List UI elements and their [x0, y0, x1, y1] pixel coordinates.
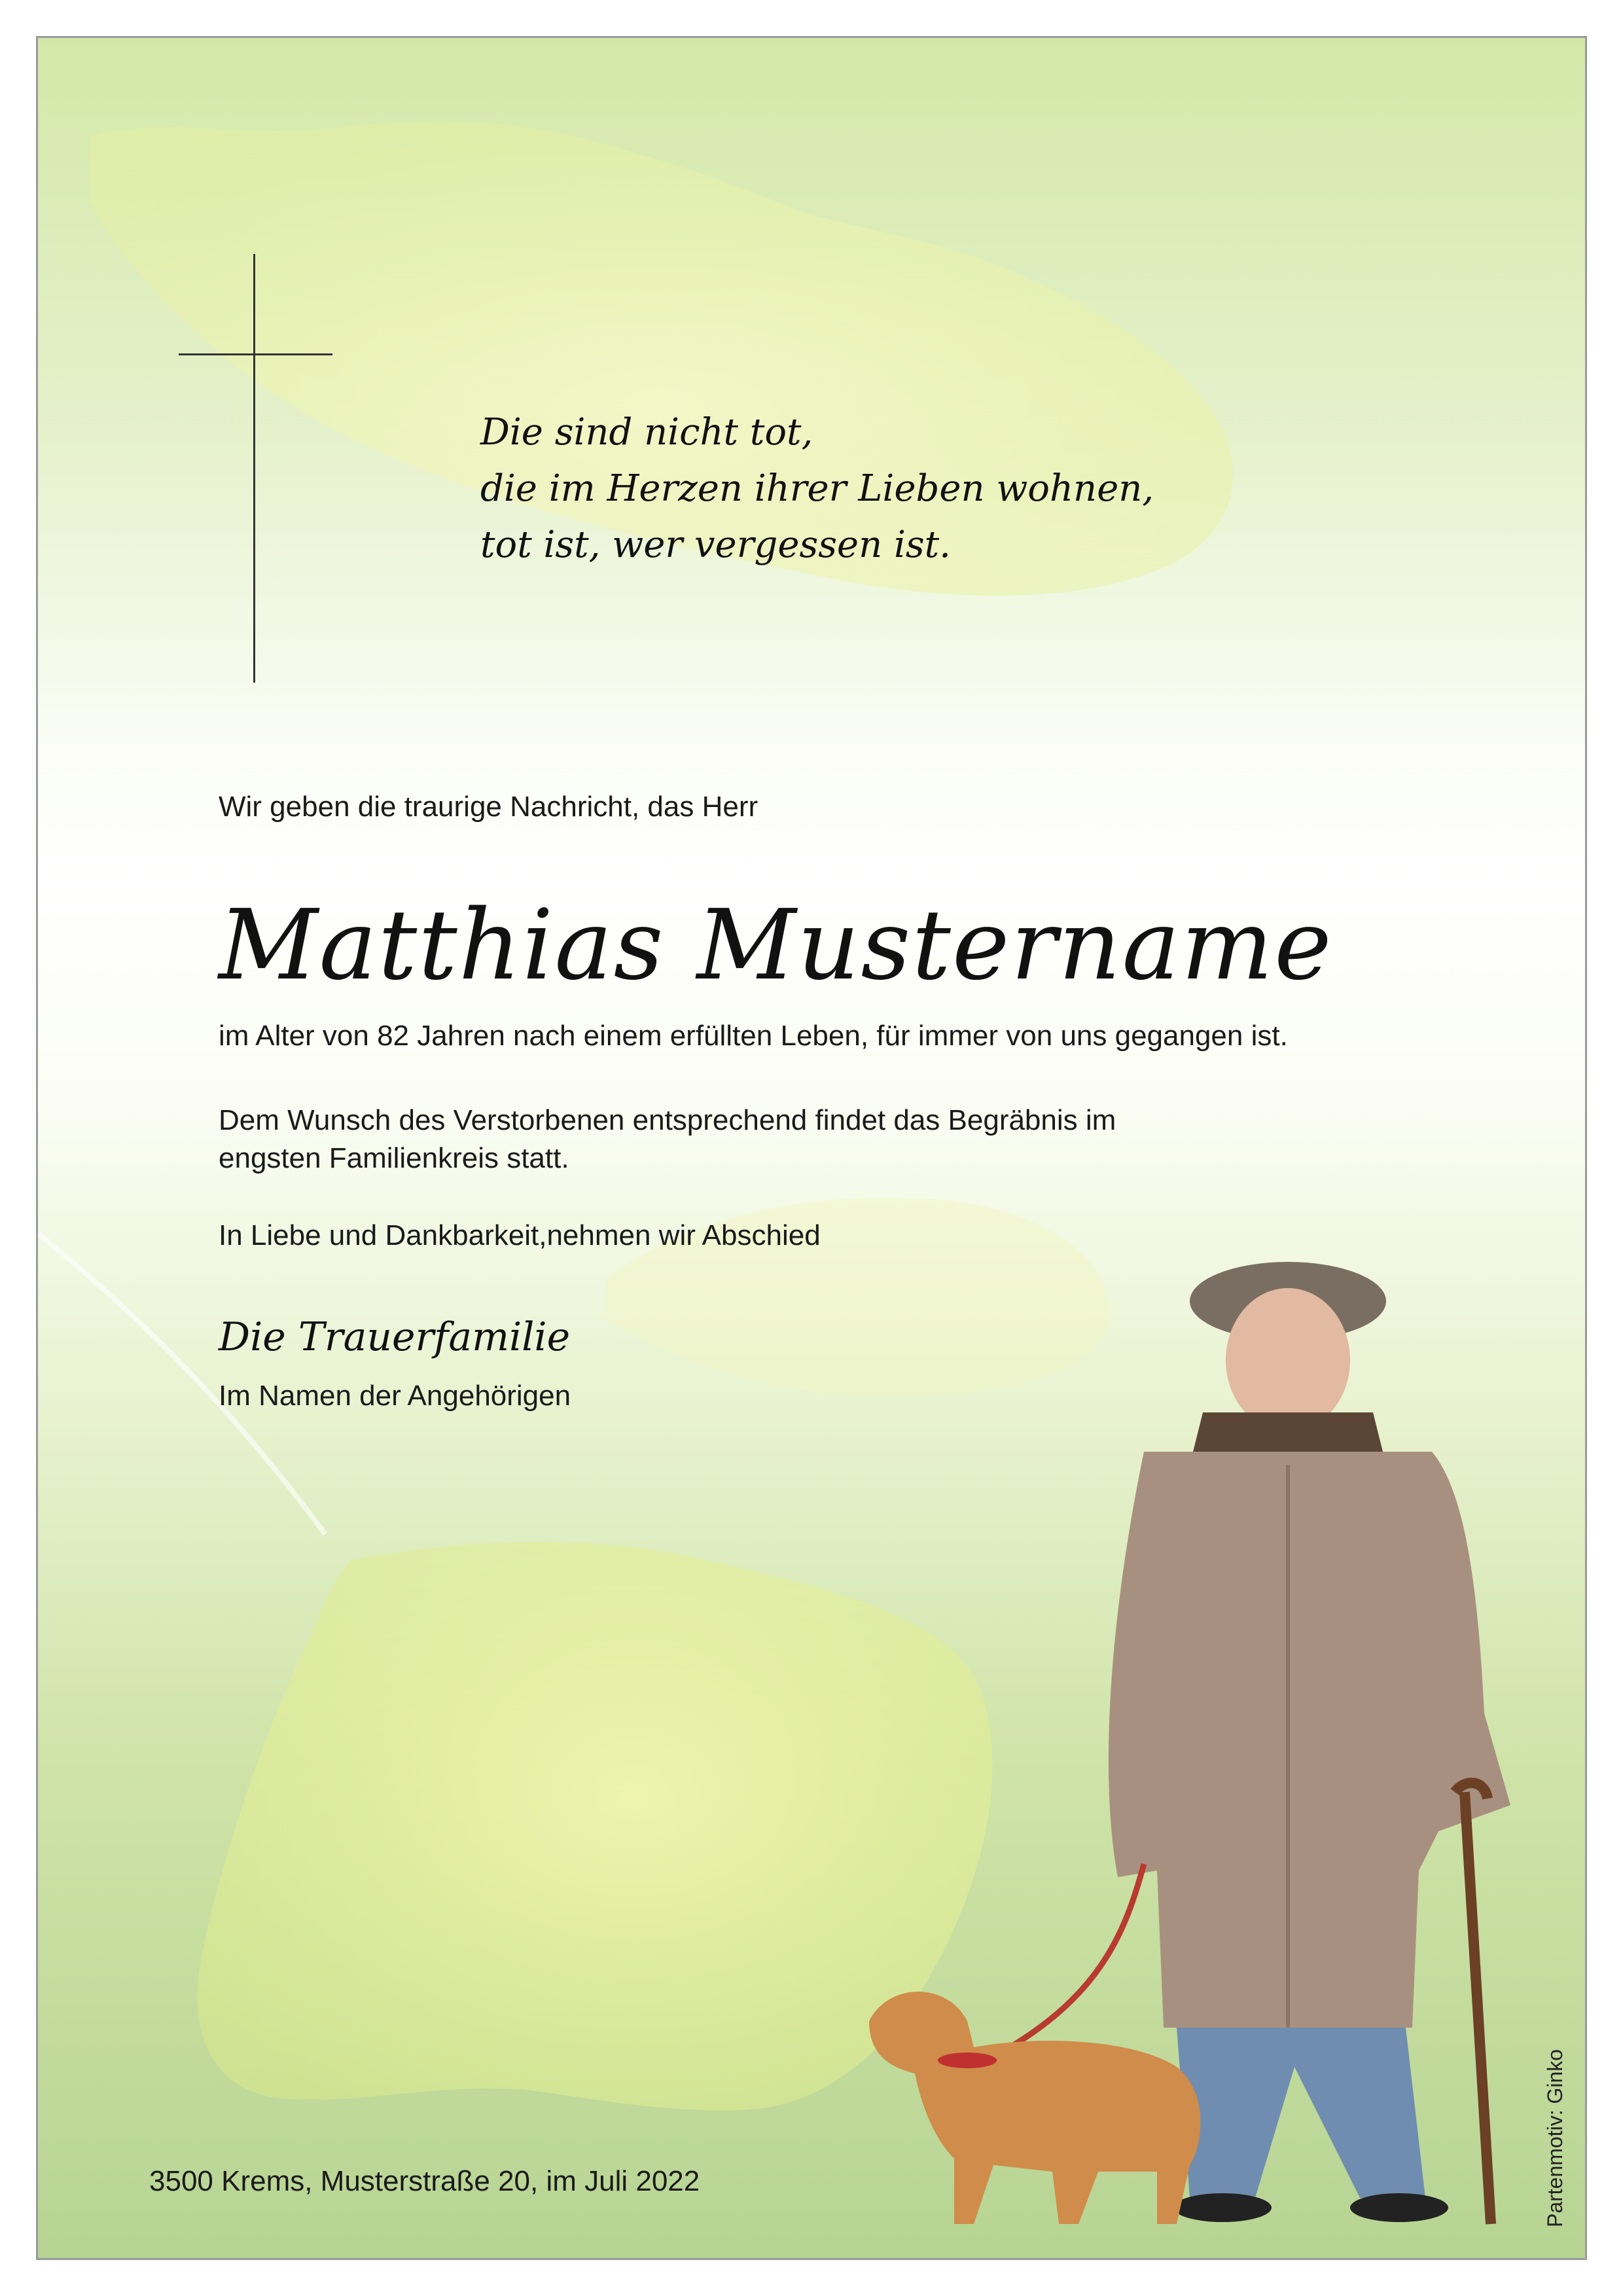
address-date: 3500 Krems, Musterstraße 20, im Juli 2022	[149, 2165, 700, 2197]
cane	[1465, 1792, 1491, 2224]
memorial-quote	[480, 404, 1154, 573]
man-with-dog-photo	[836, 1216, 1530, 2237]
quote-line: tot ist, wer vergessen ist.	[480, 524, 951, 566]
quote-line: die im Herzen ihrer Lieben wohnen,	[480, 467, 1154, 510]
jacket	[1109, 1452, 1510, 2028]
shoe-left	[1173, 2193, 1272, 2222]
farewell-text: In Liebe und Dankbarkeit,nehmen wir Abschied	[219, 1219, 821, 1251]
intro-text: Wir geben die traurige Nachricht, das Herr	[219, 791, 758, 823]
dog	[869, 1992, 1200, 2224]
age-text: im Alter von 82 Jahren nach einem erfüllten Leben, für immer von uns gegangen ist.	[219, 1020, 1288, 1052]
quote-line: Die sind nicht tot,	[480, 411, 813, 454]
wish-line: Dem Wunsch des Verstorbenen entsprechend findet das Begräbnis im	[219, 1104, 1116, 1136]
behalf-text: Im Namen der Angehörigen	[219, 1380, 571, 1412]
jeans	[1177, 2028, 1425, 2198]
deceased-name: Matthias Mustername	[219, 889, 1333, 1001]
dog-collar	[938, 2053, 997, 2068]
shoe-right	[1350, 2193, 1448, 2222]
motif-credit: Partenmotiv: Ginko	[1543, 2049, 1567, 2227]
family-signature: Die Trauerfamilie	[219, 1314, 571, 1360]
head	[1226, 1288, 1350, 1432]
wish-line: engsten Familienkreis statt.	[219, 1142, 569, 1174]
obituary-card	[36, 36, 1587, 2260]
funeral-wish-text	[219, 1102, 1116, 1177]
cross-icon-vertical	[253, 254, 255, 683]
cross-icon-horizontal	[179, 353, 332, 355]
leash	[987, 1864, 1144, 2060]
